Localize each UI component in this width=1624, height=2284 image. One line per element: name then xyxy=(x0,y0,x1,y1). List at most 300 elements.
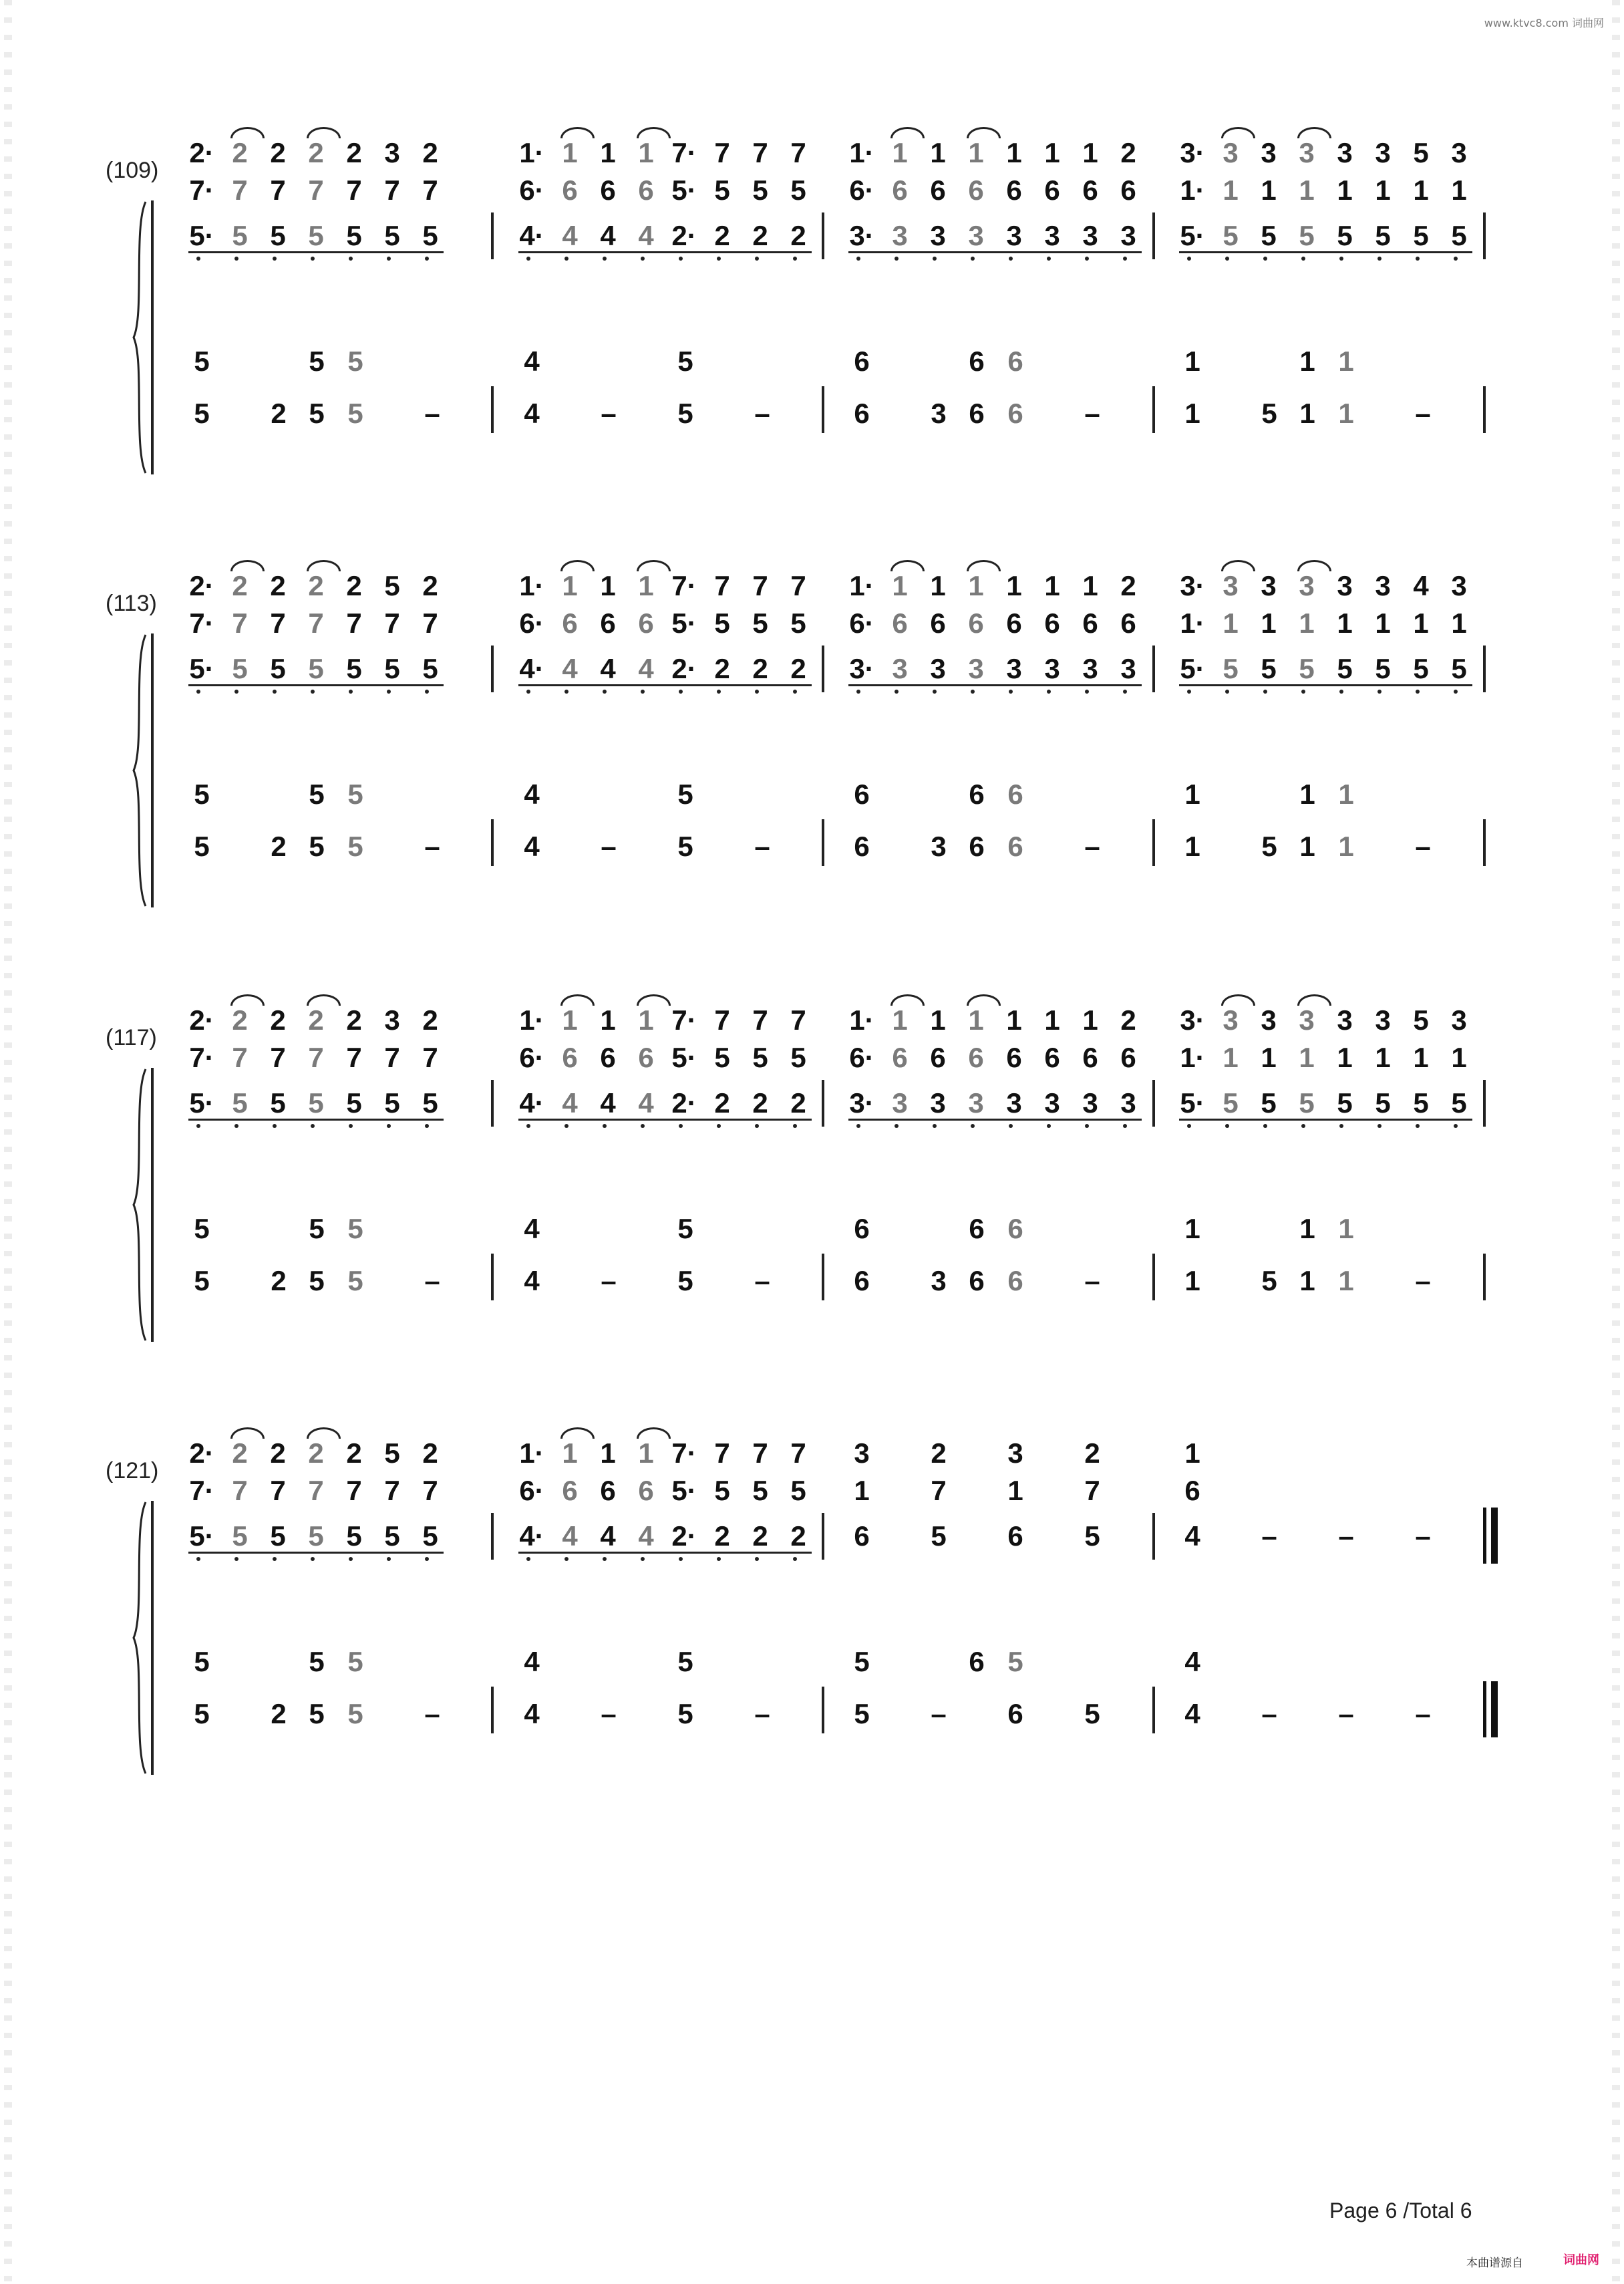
note-top: 5 xyxy=(384,570,400,601)
note-low: 3 xyxy=(1082,1087,1098,1119)
note-mid: 1 xyxy=(1375,607,1391,639)
note-low: 3 xyxy=(930,653,946,684)
octave-dot xyxy=(1263,1124,1267,1128)
note-low: 3 xyxy=(1044,220,1060,251)
bass-note-low: 5 xyxy=(194,1698,210,1729)
bass-note-low: 4 xyxy=(1184,1698,1200,1729)
note-mid: 6 xyxy=(1044,607,1060,639)
note-mid: 1· xyxy=(1180,607,1205,639)
note-mid: 7 xyxy=(232,607,248,639)
note-mid: 7 xyxy=(422,607,438,639)
bass-note-top: 1 xyxy=(1299,1213,1315,1244)
note-top: 2· xyxy=(189,570,214,601)
bass-note-top: 1 xyxy=(1299,345,1315,377)
note-mid: 6 xyxy=(600,607,616,639)
note-top: 7 xyxy=(714,137,730,168)
note-top: 1 xyxy=(930,137,946,168)
barline xyxy=(491,1080,494,1127)
bass-note-low: – xyxy=(1084,398,1100,429)
note-mid: 6 xyxy=(930,1042,946,1073)
note-top: 1 xyxy=(562,137,578,168)
octave-dot xyxy=(1047,690,1051,694)
note-mid: 6· xyxy=(519,607,544,639)
note-top: 2 xyxy=(270,1437,286,1469)
bass-note-low: – xyxy=(424,1698,440,1729)
source-label: 本曲谱源自 xyxy=(1466,2257,1523,2270)
octave-dot xyxy=(564,1557,569,1561)
note-top: 1· xyxy=(849,1004,874,1036)
bass-note-low: 6 xyxy=(854,1265,870,1296)
note-top: 3 xyxy=(1375,1004,1391,1036)
tie-arc xyxy=(890,560,925,571)
note-low: – xyxy=(1415,1520,1431,1552)
note-top: 2 xyxy=(270,1004,286,1036)
note-low: 4· xyxy=(519,1520,544,1552)
note-low: 5 xyxy=(346,220,362,251)
note-mid: 7 xyxy=(232,1475,248,1506)
bass-note-low: 4 xyxy=(524,831,540,862)
note-low: 5 xyxy=(1451,1087,1467,1119)
barline xyxy=(1152,1687,1155,1733)
note-low: 3· xyxy=(849,1087,874,1119)
note-low: 5 xyxy=(1413,653,1429,684)
note-mid: 7 xyxy=(346,174,362,206)
note-mid: 6· xyxy=(519,1475,544,1506)
note-mid: 5 xyxy=(790,607,806,639)
bass-note-low: 6 xyxy=(969,398,985,429)
octave-dot xyxy=(1263,257,1267,261)
note-low: 5 xyxy=(308,653,324,684)
note-low: 3 xyxy=(1006,220,1022,251)
note-top: 3 xyxy=(384,1004,400,1036)
note-mid: 1 xyxy=(1223,1042,1239,1073)
note-top: 7 xyxy=(752,137,768,168)
note-top: 3 xyxy=(1337,1004,1353,1036)
bass-note-low: – xyxy=(424,398,440,429)
octave-dot xyxy=(1339,257,1343,261)
barline xyxy=(822,1254,824,1300)
note-low: 4 xyxy=(638,220,654,251)
note-top: 1 xyxy=(1044,570,1060,601)
octave-dot xyxy=(234,257,238,261)
bass-note-low: – xyxy=(601,831,617,862)
beam-underline xyxy=(518,1119,812,1121)
bass-note-low: – xyxy=(601,398,617,429)
note-top: 2 xyxy=(1120,1004,1136,1036)
note-low: 5 xyxy=(1261,653,1277,684)
note-top: 3 xyxy=(384,137,400,168)
bass-note-top: 5 xyxy=(347,1646,363,1677)
octave-dot xyxy=(273,1124,277,1128)
bass-note-low: 6 xyxy=(969,831,985,862)
octave-dot xyxy=(387,690,391,694)
note-low: 4 xyxy=(600,1520,616,1552)
bass-note-top: 5 xyxy=(194,345,210,377)
bass-note-low: 5 xyxy=(194,831,210,862)
tie-arc xyxy=(230,560,265,571)
octave-dot xyxy=(1454,690,1458,694)
bass-note-low: 1 xyxy=(1299,1265,1315,1296)
tie-arc xyxy=(637,994,671,1006)
octave-dot xyxy=(1085,257,1089,261)
octave-dot xyxy=(349,1124,353,1128)
octave-dot xyxy=(895,257,899,261)
note-low: 5 xyxy=(1337,220,1353,251)
note-mid: 1 xyxy=(1223,607,1239,639)
note-mid: 7· xyxy=(189,1475,214,1506)
note-top: 1 xyxy=(1082,137,1098,168)
bass-note-top: 5 xyxy=(677,1213,693,1244)
bass-note-top: 4 xyxy=(524,345,540,377)
note-mid: 1 xyxy=(1451,607,1467,639)
note-top: 7 xyxy=(790,570,806,601)
bass-note-top: 5 xyxy=(347,345,363,377)
octave-dot xyxy=(1123,1124,1127,1128)
octave-dot xyxy=(1187,1124,1191,1128)
note-top: 3 xyxy=(854,1437,870,1469)
note-low: 5 xyxy=(308,1520,324,1552)
octave-dot xyxy=(526,257,530,261)
bass-note-low: 5 xyxy=(194,398,210,429)
note-mid: 6 xyxy=(638,607,654,639)
barline xyxy=(1483,1254,1486,1300)
note-mid: 5· xyxy=(671,607,697,639)
bass-note-low: – xyxy=(931,1698,947,1729)
bass-note-low: – xyxy=(1338,1698,1354,1729)
tie-arc xyxy=(230,1427,265,1439)
note-low: 3 xyxy=(892,220,908,251)
note-top: 1 xyxy=(562,570,578,601)
octave-dot xyxy=(1187,257,1191,261)
bass-note-top: 5 xyxy=(677,778,693,810)
barline xyxy=(822,1687,824,1733)
bass-note-low: 3 xyxy=(931,1265,947,1296)
barline xyxy=(1152,1080,1155,1127)
note-low: 4 xyxy=(562,220,578,251)
note-low: 5· xyxy=(189,220,214,251)
tie-arc xyxy=(890,127,925,138)
note-mid: 7 xyxy=(422,1475,438,1506)
note-top: 1 xyxy=(638,1004,654,1036)
octave-dot xyxy=(1009,1124,1013,1128)
measure-number: (117) xyxy=(106,1025,157,1050)
note-low: 5 xyxy=(1299,653,1315,684)
octave-dot xyxy=(1009,257,1013,261)
bass-note-low: – xyxy=(754,398,770,429)
note-top: 3 xyxy=(1451,570,1467,601)
note-low: 3 xyxy=(1006,1087,1022,1119)
bass-note-low: 6 xyxy=(1007,398,1023,429)
note-mid: 1 xyxy=(1007,1475,1023,1506)
note-top: 3 xyxy=(1223,570,1239,601)
bass-note-low: – xyxy=(754,831,770,862)
octave-dot xyxy=(1416,1124,1420,1128)
octave-dot xyxy=(1047,1124,1051,1128)
tie-arc xyxy=(1297,994,1331,1006)
barline xyxy=(491,819,494,866)
bass-note-top: 6 xyxy=(854,345,870,377)
note-low: 5 xyxy=(1375,1087,1391,1119)
octave-dot xyxy=(1123,690,1127,694)
note-top: 2· xyxy=(189,137,214,168)
measure-number: (121) xyxy=(106,1458,159,1483)
note-mid: 6 xyxy=(638,1042,654,1073)
octave-dot xyxy=(755,690,759,694)
octave-dot xyxy=(234,690,238,694)
note-mid: 6 xyxy=(892,607,908,639)
bass-note-low: – xyxy=(601,1698,617,1729)
note-top: 1 xyxy=(600,1004,616,1036)
bass-note-low: 4 xyxy=(524,1265,540,1296)
note-low: 2 xyxy=(790,1087,806,1119)
score-system xyxy=(0,560,1624,934)
note-low: 3· xyxy=(849,220,874,251)
note-low: 3· xyxy=(849,653,874,684)
octave-dot xyxy=(273,690,277,694)
bass-note-low: 6 xyxy=(1007,1265,1023,1296)
bass-note-low: – xyxy=(1415,1698,1431,1729)
measure-number: (109) xyxy=(106,158,159,183)
note-mid: 1 xyxy=(1261,174,1277,206)
note-low: 5 xyxy=(422,1087,438,1119)
octave-dot xyxy=(387,1557,391,1561)
note-low: 4 xyxy=(1184,1520,1200,1552)
note-low: 2 xyxy=(714,1087,730,1119)
grand-staff-brace xyxy=(131,1068,148,1342)
barline xyxy=(1152,1513,1155,1560)
note-mid: 6 xyxy=(562,174,578,206)
bass-note-top: 5 xyxy=(309,778,325,810)
note-low: 3 xyxy=(968,220,984,251)
octave-dot xyxy=(679,690,683,694)
note-low: 3 xyxy=(930,220,946,251)
bass-note-low: 5 xyxy=(677,1265,693,1296)
note-top: 1· xyxy=(519,137,544,168)
bass-note-low: – xyxy=(424,831,440,862)
note-top: 2 xyxy=(232,570,248,601)
note-mid: 6 xyxy=(1082,174,1098,206)
note-top: 2 xyxy=(308,1004,324,1036)
note-mid: 6 xyxy=(930,607,946,639)
note-low: 5 xyxy=(270,653,286,684)
note-top: 3 xyxy=(1299,1004,1315,1036)
octave-dot xyxy=(679,1124,683,1128)
note-mid: 1 xyxy=(1223,174,1239,206)
bass-note-top: 1 xyxy=(1184,1213,1200,1244)
note-top: 1 xyxy=(600,137,616,168)
tie-arc xyxy=(1221,127,1255,138)
octave-dot xyxy=(273,257,277,261)
bass-note-low: – xyxy=(1415,831,1431,862)
note-mid: 7 xyxy=(308,1042,324,1073)
tie-arc xyxy=(307,1427,341,1439)
note-low: 5 xyxy=(1375,653,1391,684)
note-mid: 7 xyxy=(270,607,286,639)
bass-note-low: 4 xyxy=(524,1698,540,1729)
note-top: 1· xyxy=(519,1004,544,1036)
bass-note-low: 1 xyxy=(1184,831,1200,862)
note-mid: 1 xyxy=(1375,174,1391,206)
octave-dot xyxy=(641,1557,645,1561)
note-top: 2 xyxy=(232,137,248,168)
note-mid: 1 xyxy=(1337,1042,1353,1073)
note-mid: 5 xyxy=(714,174,730,206)
tie-arc xyxy=(967,560,1001,571)
note-mid: 6 xyxy=(1120,174,1136,206)
note-low: 2 xyxy=(790,653,806,684)
bass-note-low: – xyxy=(1415,398,1431,429)
tie-arc xyxy=(1297,127,1331,138)
note-mid: 5· xyxy=(671,1042,697,1073)
note-low: 3 xyxy=(892,653,908,684)
octave-dot xyxy=(793,1124,797,1128)
note-low: 5 xyxy=(1375,220,1391,251)
bass-note-low: 5 xyxy=(194,1265,210,1296)
octave-dot xyxy=(234,1124,238,1128)
note-low: 3 xyxy=(1082,220,1098,251)
note-top: 7 xyxy=(790,1004,806,1036)
note-low: 5 xyxy=(422,220,438,251)
note-top: 3 xyxy=(1375,137,1391,168)
beam-underline xyxy=(518,1552,812,1554)
note-top: 3 xyxy=(1223,137,1239,168)
octave-dot xyxy=(641,690,645,694)
barline xyxy=(822,1513,824,1560)
note-top: 1 xyxy=(1006,570,1022,601)
note-top: 7· xyxy=(671,1437,697,1469)
bass-note-top: 1 xyxy=(1184,345,1200,377)
tie-arc xyxy=(560,127,595,138)
barline xyxy=(1483,386,1486,433)
octave-dot xyxy=(1301,690,1305,694)
octave-dot xyxy=(755,1124,759,1128)
note-top: 3 xyxy=(1451,137,1467,168)
note-top: 1 xyxy=(968,137,984,168)
note-mid: 6 xyxy=(1082,1042,1098,1073)
bass-note-low: – xyxy=(754,1265,770,1296)
octave-dot xyxy=(603,1124,607,1128)
note-top: 3 xyxy=(1451,1004,1467,1036)
beam-underline xyxy=(1179,251,1472,253)
bass-note-low: 5 xyxy=(854,1698,870,1729)
note-mid: 6 xyxy=(1184,1475,1200,1506)
note-low: 5· xyxy=(189,1087,214,1119)
note-low: 5 xyxy=(384,220,400,251)
note-low: 5 xyxy=(232,1087,248,1119)
score-system xyxy=(0,127,1624,501)
note-mid: 6 xyxy=(1044,1042,1060,1073)
note-top: 2 xyxy=(1120,137,1136,168)
note-top: 1· xyxy=(519,570,544,601)
site-logo: 词曲网 xyxy=(1563,2253,1599,2267)
bass-note-low: 5 xyxy=(347,1698,363,1729)
note-mid: 7 xyxy=(232,1042,248,1073)
bass-note-low: – xyxy=(424,1265,440,1296)
note-top: 2 xyxy=(308,137,324,168)
note-low: 4 xyxy=(562,653,578,684)
note-low: 5 xyxy=(232,1520,248,1552)
note-low: 3 xyxy=(892,1087,908,1119)
note-mid: 5· xyxy=(671,1475,697,1506)
beam-underline xyxy=(848,251,1142,253)
bass-note-low: 1 xyxy=(1338,831,1354,862)
note-mid: 7 xyxy=(270,174,286,206)
note-top: 3 xyxy=(1261,570,1277,601)
note-mid: 1 xyxy=(1451,174,1467,206)
note-low: 5· xyxy=(189,653,214,684)
octave-dot xyxy=(196,1557,200,1561)
note-top: 2· xyxy=(189,1437,214,1469)
note-mid: 5 xyxy=(790,1042,806,1073)
bass-note-top: 6 xyxy=(1007,778,1023,810)
note-top: 4 xyxy=(1413,570,1429,601)
tie-arc xyxy=(1297,560,1331,571)
bass-note-top: 5 xyxy=(309,1646,325,1677)
note-mid: 1 xyxy=(854,1475,870,1506)
octave-dot xyxy=(311,257,315,261)
score-system xyxy=(0,1427,1624,1802)
note-mid: 6 xyxy=(968,607,984,639)
note-top: 1 xyxy=(968,1004,984,1036)
note-mid: 1 xyxy=(1261,607,1277,639)
beam-underline xyxy=(518,684,812,686)
note-top: 1 xyxy=(1082,1004,1098,1036)
beam-underline xyxy=(188,251,444,253)
note-low: 2 xyxy=(790,220,806,251)
tie-arc xyxy=(307,560,341,571)
note-mid: 6· xyxy=(519,1042,544,1073)
bass-note-low: 5 xyxy=(309,831,325,862)
note-low: – xyxy=(1338,1520,1354,1552)
system-start-line xyxy=(151,1501,154,1775)
bass-note-low: 5 xyxy=(677,831,693,862)
note-low: 4 xyxy=(600,653,616,684)
barline xyxy=(1483,646,1486,692)
bass-note-top: 6 xyxy=(969,1646,985,1677)
note-top: 1 xyxy=(638,1437,654,1469)
beam-underline xyxy=(188,684,444,686)
bass-note-low: 5 xyxy=(1261,831,1277,862)
bass-note-low: – xyxy=(1084,1265,1100,1296)
bass-note-low: 2 xyxy=(271,398,287,429)
note-top: 2 xyxy=(1084,1437,1100,1469)
note-mid: 5 xyxy=(752,607,768,639)
octave-dot xyxy=(1454,1124,1458,1128)
barline xyxy=(822,212,824,259)
note-mid: 6 xyxy=(600,174,616,206)
tie-arc xyxy=(230,994,265,1006)
note-mid: 1· xyxy=(1180,1042,1205,1073)
barline xyxy=(1152,212,1155,259)
note-low: 5 xyxy=(1413,220,1429,251)
bass-note-low: 5 xyxy=(347,398,363,429)
note-top: 7 xyxy=(752,1437,768,1469)
note-low: 5 xyxy=(270,1087,286,1119)
bass-note-low: 5 xyxy=(309,398,325,429)
page-counter: Page 6 /Total 6 xyxy=(1329,2198,1472,2223)
system-start-line xyxy=(151,1068,154,1342)
bass-note-top: 1 xyxy=(1184,778,1200,810)
barline xyxy=(1152,1254,1155,1300)
octave-dot xyxy=(971,257,975,261)
note-mid: 7· xyxy=(189,607,214,639)
note-top: 3 xyxy=(1375,570,1391,601)
bass-note-top: 6 xyxy=(969,345,985,377)
note-low: 5 xyxy=(384,653,400,684)
bass-note-top: 6 xyxy=(1007,345,1023,377)
note-low: 2 xyxy=(752,220,768,251)
bass-note-low: 5 xyxy=(347,1265,363,1296)
